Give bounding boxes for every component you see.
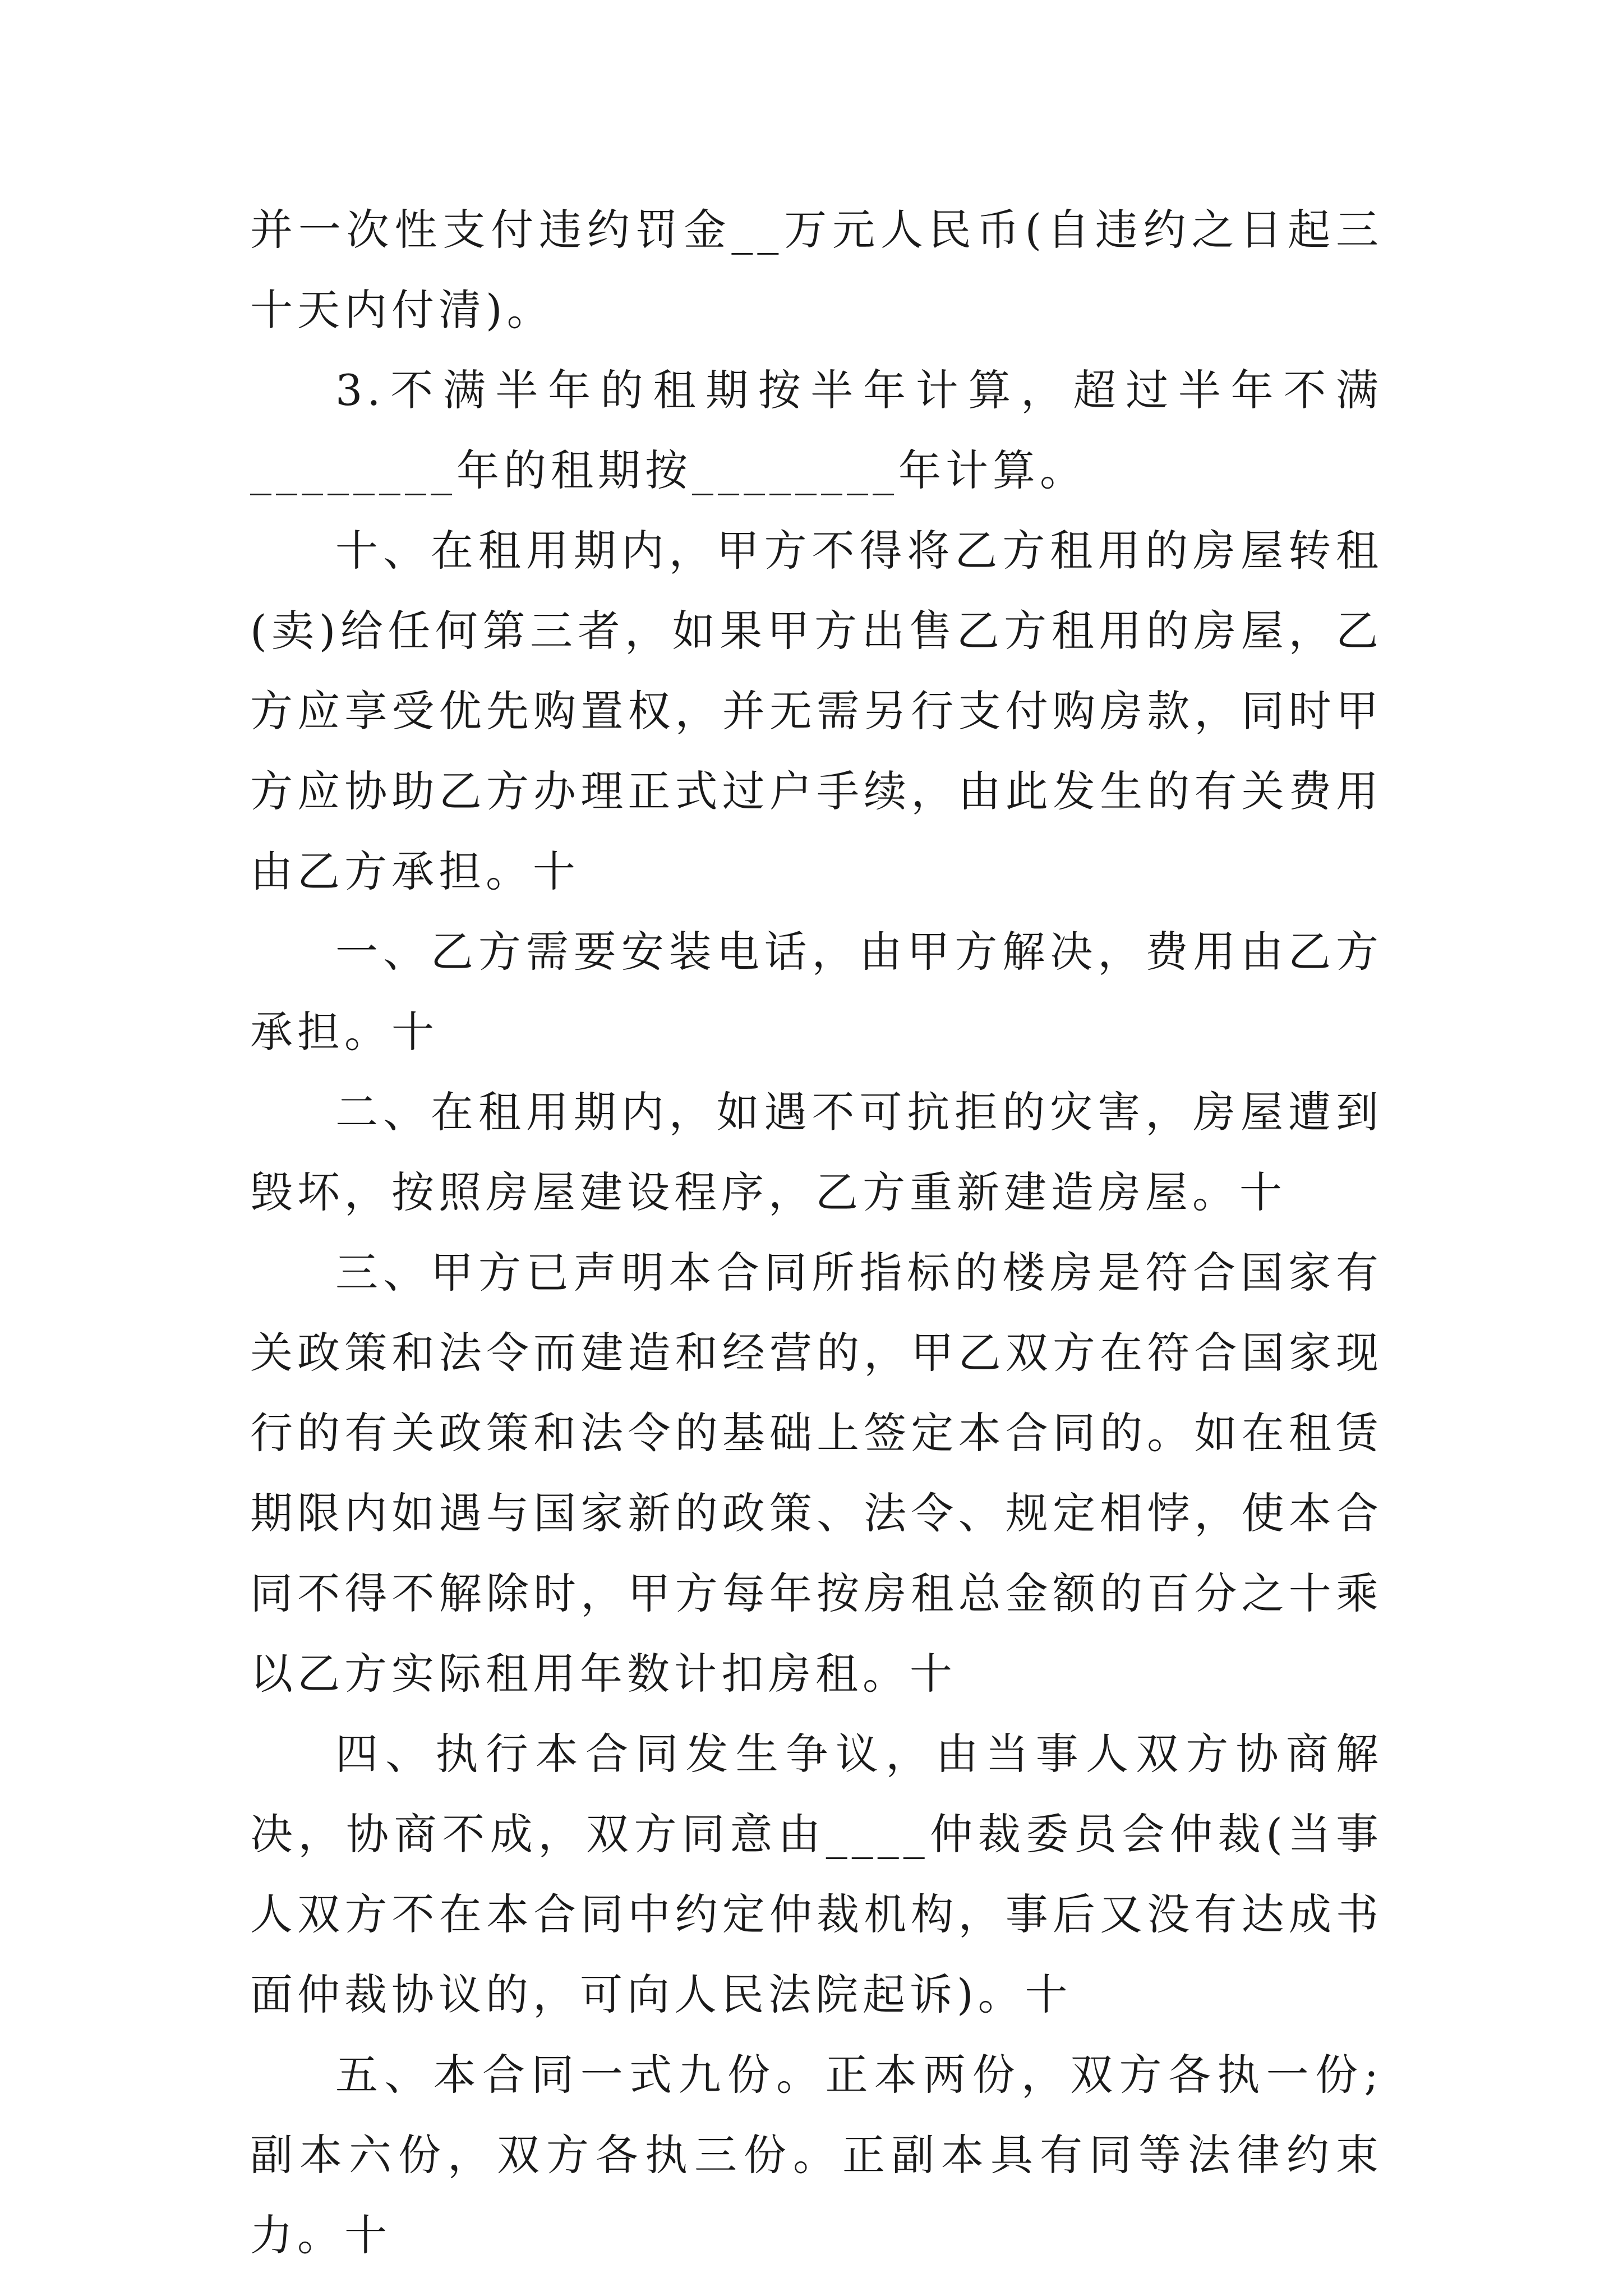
paragraph-clause-fifteen: 五、本合同一式九份。正本两份，双方各执一份;副本六份，双方各执三份。正副本具有同等法律约束力。十 [250,2050,1383,2260]
paragraph-clause-eleven: 一、乙方需要安装电话，由甲方解决，费用由乙方承担。十 [250,927,1383,1057]
paragraph-penalty-continuation: 并一次性支付违约罚金__万元人民币(自违约之日起三十天内付清)。 [250,205,1383,335]
paragraph-clause-twelve: 二、在租用期内，如遇不可抗拒的灾害，房屋遭到毁坏，按照房屋建设程序，乙方重新建造房屋。十 [250,1087,1383,1217]
paragraph-clause-thirteen: 三、甲方已声明本合同所指标的楼房是符合国家有关政策和法令而建造和经营的，甲乙双方在符合国家现行的有关政策和法令的基础上签定本合同的。如在租赁期限内如遇与国家新的政策、法令、规定相悖，使本合同不得不解除时，甲方每年按房租总金额的百分之十乘以乙方实际租用年数计扣房租。十 [250,1248,1383,1699]
paragraph-clause-fourteen: 四、执行本合同发生争议，由当事人双方协商解决，协商不成，双方同意由____仲裁委员会仲裁(当事人双方不在本合同中约定仲裁机构，事后又没有达成书面仲裁协议的，可向人民法院起诉)。十 [250,1729,1383,2019]
paragraph-clause-ten: 十、在租用期内，甲方不得将乙方租用的房屋转租(卖)给任何第三者，如果甲方出售乙方租用的房屋，乙方应享受优先购置权，并无需另行支付购房款，同时甲方应协助乙方办理正式过户手续，由此发生的有关费用由乙方承担。十 [250,526,1383,896]
document-body [250,190,1383,2275]
paragraph-lease-term-calculation: 3.不满半年的租期按半年计算，超过半年不满________年的租期按________年计算。 [250,365,1383,495]
